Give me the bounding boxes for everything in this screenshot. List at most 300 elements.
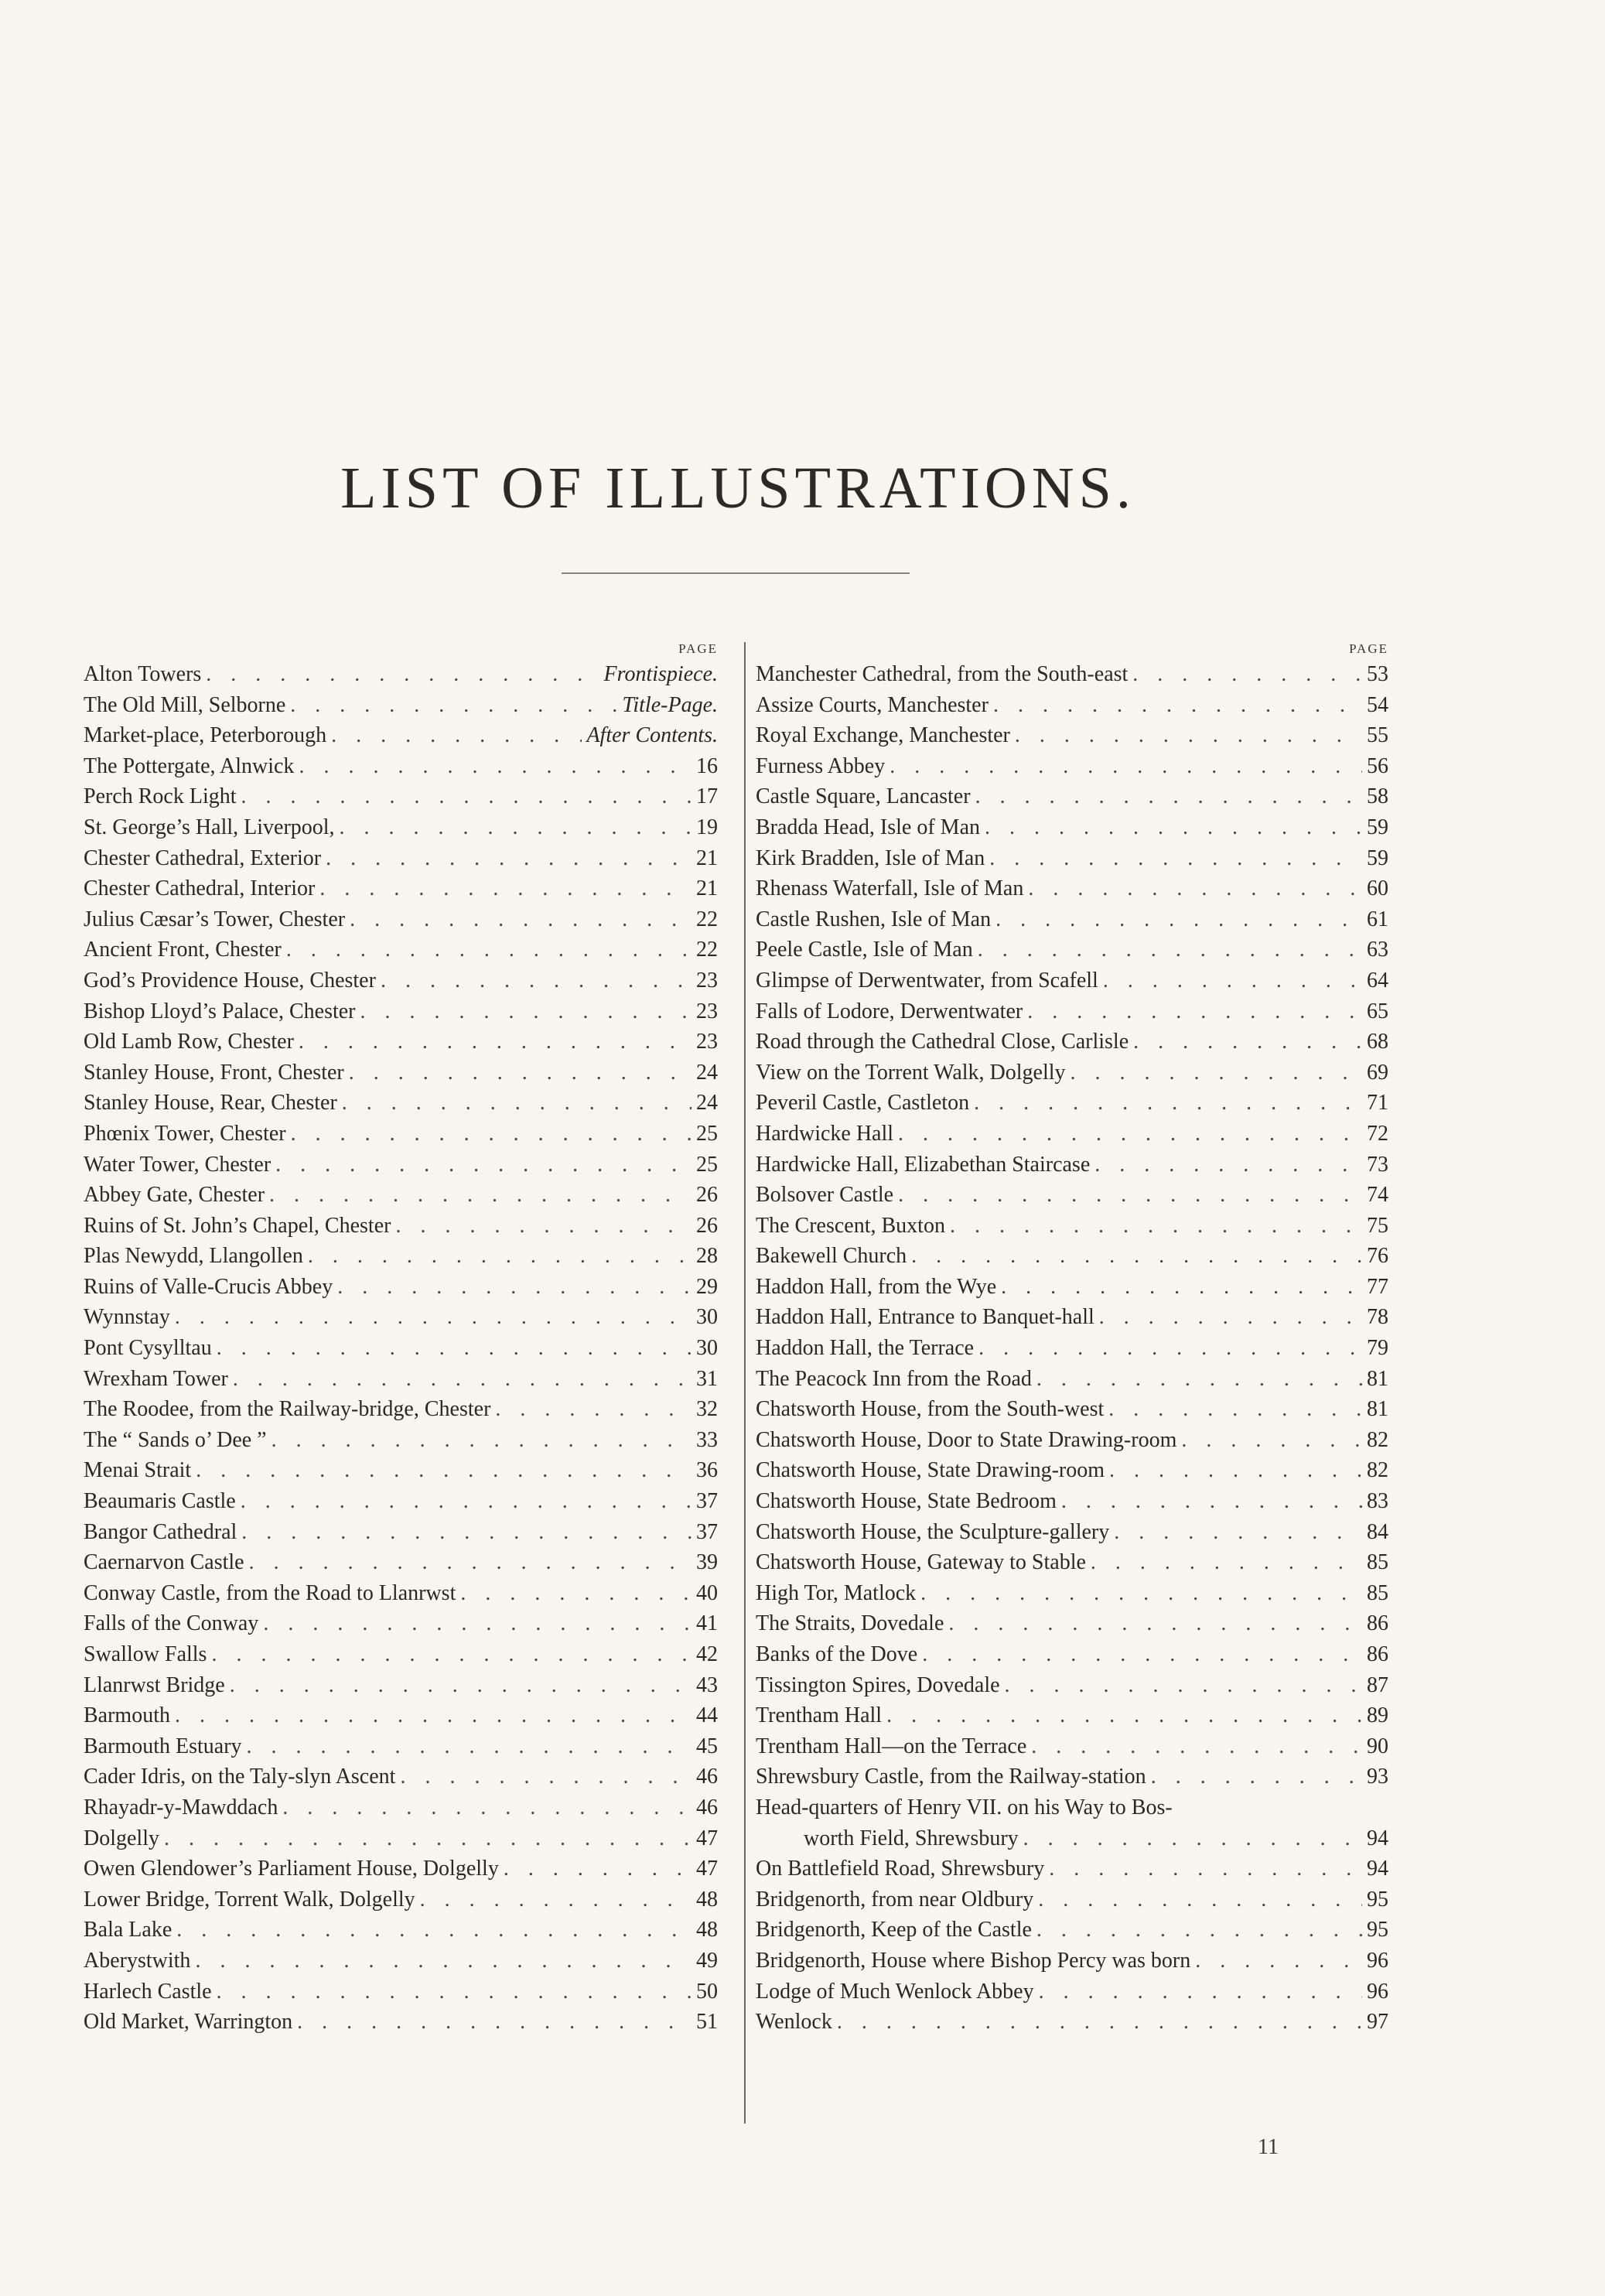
entry-title: Wrexham Tower <box>84 1366 228 1391</box>
entry-page: 87 <box>1367 1672 1388 1697</box>
entry-page: 82 <box>1367 1458 1388 1483</box>
list-item <box>756 1150 1388 1180</box>
list-item <box>84 965 718 996</box>
entry-title: Owen Glendower’s Parliament House, Dolgelly <box>84 1857 499 1881</box>
dot-leader <box>1031 1731 1362 1762</box>
dot-leader <box>1103 965 1362 996</box>
right-column <box>756 639 1388 2038</box>
entry-title: Tissington Spires, Dovedale <box>756 1672 1000 1697</box>
entry-title: Swallow Falls <box>84 1642 207 1666</box>
list-item <box>84 1027 718 1057</box>
list-item <box>84 1180 718 1211</box>
list-item <box>756 1057 1388 1088</box>
list-item <box>84 1915 718 1946</box>
entry-page: 65 <box>1367 999 1388 1023</box>
list-item <box>84 751 718 782</box>
entry-page: 58 <box>1367 784 1388 809</box>
entry-title: Bridgenorth, House where Bishop Percy was born <box>756 1948 1191 1973</box>
dot-leader <box>1036 1915 1362 1946</box>
list-item <box>756 1425 1388 1456</box>
dot-leader <box>978 1333 1362 1364</box>
dot-leader <box>249 1547 692 1578</box>
entry-page: 94 <box>1367 1826 1388 1850</box>
dot-leader <box>233 1364 692 1395</box>
entry-page: 71 <box>1367 1091 1388 1116</box>
dot-leader <box>898 1119 1362 1150</box>
dot-leader <box>1151 1761 1362 1792</box>
list-item <box>756 690 1388 721</box>
entry-page: 47 <box>696 1826 718 1850</box>
entry-page: 64 <box>1367 968 1388 993</box>
entry-page: 29 <box>696 1274 718 1299</box>
entry-title: Chatsworth House, Gateway to Stable <box>756 1550 1086 1575</box>
list-item <box>84 904 718 935</box>
entry-title: Chatsworth House, State Bedroom <box>756 1489 1057 1514</box>
entry-page: 37 <box>696 1519 718 1544</box>
entry-page: 21 <box>696 876 718 901</box>
entry-title: The Old Mill, Selborne <box>84 692 286 717</box>
dot-leader <box>297 2007 692 2038</box>
entry-page: 50 <box>696 1979 718 2004</box>
entry-title: Beaumaris Castle <box>84 1489 236 1514</box>
dot-leader <box>993 690 1362 721</box>
entry-title: Aberystwith <box>84 1948 191 1973</box>
entry-title: Pont Cysylltau <box>84 1336 212 1361</box>
dot-leader <box>420 1884 692 1915</box>
entry-page: 69 <box>1367 1060 1388 1085</box>
dot-leader <box>1133 1027 1362 1057</box>
entry-page: 23 <box>696 968 718 993</box>
list-item <box>84 843 718 874</box>
entry-title: Assize Courts, Manchester <box>756 692 989 717</box>
entry-page: 36 <box>696 1458 718 1483</box>
dot-leader <box>1015 720 1362 751</box>
dot-leader <box>164 1823 692 1854</box>
entry-title: Chatsworth House, the Sculpture-gallery <box>756 1519 1110 1544</box>
entry-title: Ruins of St. John’s Chapel, Chester <box>84 1213 391 1238</box>
entry-title: Old Market, Warrington <box>84 2010 293 2035</box>
entry-title: Road through the Cathedral Close, Carlisle <box>756 1030 1129 1054</box>
illustration-list-left <box>84 659 718 2038</box>
entry-title: Bangor Cathedral <box>84 1519 237 1544</box>
entry-page: 60 <box>1367 876 1388 901</box>
dot-leader <box>898 1180 1362 1211</box>
entry-title: Bishop Lloyd’s Palace, Chester <box>84 999 356 1023</box>
list-item <box>756 1211 1388 1242</box>
entry-page: 93 <box>1367 1765 1388 1789</box>
list-item <box>756 996 1388 1027</box>
entry-page: 82 <box>1367 1427 1388 1452</box>
entry-page: 96 <box>1367 1979 1388 2004</box>
list-item <box>756 1608 1388 1639</box>
entry-title: Peveril Castle, Castleton <box>756 1091 970 1116</box>
entry-title: The Peacock Inn from the Road <box>756 1366 1032 1391</box>
list-item <box>84 1333 718 1364</box>
dot-leader <box>395 1211 692 1242</box>
dot-leader <box>837 2007 1362 2038</box>
entry-page: 30 <box>696 1305 718 1330</box>
dot-leader <box>1108 1394 1362 1425</box>
entry-title: Castle Rushen, Isle of Man <box>756 907 992 931</box>
entry-page: 48 <box>696 1887 718 1912</box>
dot-leader <box>271 1425 692 1456</box>
title-rule <box>562 572 910 574</box>
list-item <box>84 1823 718 1854</box>
dot-leader <box>326 843 692 874</box>
dot-leader <box>282 1792 692 1823</box>
dot-leader <box>1038 1884 1362 1915</box>
dot-leader <box>308 1241 692 1272</box>
entry-title: Hardwicke Hall <box>756 1121 894 1146</box>
dot-leader <box>247 1731 692 1762</box>
list-item <box>756 1394 1388 1425</box>
entry-title: Hardwicke Hall, Elizabethan Staircase <box>756 1152 1091 1177</box>
entry-page: 74 <box>1367 1183 1388 1208</box>
entry-page: 22 <box>696 907 718 931</box>
dot-leader <box>978 934 1362 965</box>
list-item <box>756 1302 1388 1333</box>
entry-page: 79 <box>1367 1336 1388 1361</box>
list-item <box>756 1792 1388 1854</box>
list-item <box>84 1547 718 1578</box>
entry-title: On Battlefield Road, Shrewsbury <box>756 1857 1045 1881</box>
entry-page: 26 <box>696 1213 718 1238</box>
entry-page: 19 <box>696 815 718 839</box>
list-item <box>84 720 718 751</box>
dot-leader <box>217 1333 692 1364</box>
dot-leader <box>241 1486 692 1517</box>
list-item <box>756 1517 1388 1548</box>
entry-page: 94 <box>1367 1857 1388 1881</box>
list-item <box>756 1915 1388 1946</box>
entry-page: 86 <box>1367 1611 1388 1636</box>
entry-page: 68 <box>1367 1030 1388 1054</box>
dot-leader <box>1181 1425 1362 1456</box>
entry-title: Julius Cæsar’s Tower, Chester <box>84 907 346 931</box>
entry-title: Phœnix Tower, Chester <box>84 1121 286 1146</box>
list-item <box>84 1425 718 1456</box>
list-item <box>84 1150 718 1180</box>
entry-page: 51 <box>696 2010 718 2035</box>
list-item <box>84 2007 718 2038</box>
dot-leader <box>196 1455 692 1486</box>
entry-title: Alton Towers <box>84 662 202 686</box>
entry-title: Furness Abbey <box>756 753 886 778</box>
list-item <box>84 1578 718 1609</box>
dot-leader <box>495 1394 692 1425</box>
entry-title: Shrewsbury Castle, from the Railway-station <box>756 1765 1146 1789</box>
entry-page: 31 <box>696 1366 718 1391</box>
list-item <box>756 843 1388 874</box>
entry-page: 78 <box>1367 1305 1388 1330</box>
entry-title: Conway Castle, from the Road to Llanrwst <box>84 1580 456 1605</box>
entry-title: Bakewell Church <box>756 1244 907 1269</box>
dot-leader <box>1132 659 1362 690</box>
list-item <box>84 1670 718 1701</box>
entry-page: 26 <box>696 1183 718 1208</box>
list-item <box>756 1455 1388 1486</box>
list-item <box>84 1088 718 1119</box>
dot-leader <box>890 751 1362 782</box>
dot-leader <box>269 1180 692 1211</box>
entry-title: Falls of Lodore, Derwentwater <box>756 999 1023 1023</box>
list-item <box>84 1854 718 1884</box>
entry-page: 21 <box>696 846 718 870</box>
dot-leader <box>989 843 1362 874</box>
entry-title: Barmouth <box>84 1703 170 1728</box>
entry-page: 16 <box>696 753 718 778</box>
dot-leader <box>1099 1302 1362 1333</box>
illustration-list-right <box>756 659 1388 2038</box>
entry-title: Trentham Hall—on the Terrace <box>756 1734 1027 1758</box>
dot-leader <box>319 873 692 904</box>
dot-leader <box>175 1302 692 1333</box>
list-item <box>756 812 1388 843</box>
entry-page: 39 <box>696 1550 718 1575</box>
left-column <box>84 639 718 2038</box>
list-item <box>756 1180 1388 1211</box>
dot-leader <box>331 720 582 751</box>
dot-leader <box>1195 1946 1362 1977</box>
entry-title: Royal Exchange, Manchester <box>756 723 1010 748</box>
entry-page: 96 <box>1367 1948 1388 1973</box>
list-item <box>756 873 1388 904</box>
dot-leader <box>1028 873 1362 904</box>
entry-page: 72 <box>1367 1121 1388 1146</box>
entry-title: The Straits, Dovedale <box>756 1611 944 1636</box>
entry-page: 89 <box>1367 1703 1388 1728</box>
list-item <box>756 1272 1388 1303</box>
list-item <box>756 1639 1388 1670</box>
dot-leader <box>350 904 692 935</box>
list-item <box>756 720 1388 751</box>
dot-leader <box>975 781 1362 812</box>
page-number: 11 <box>1258 2135 1279 2159</box>
dot-leader <box>1094 1150 1362 1180</box>
entry-page: Frontispiece. <box>603 662 718 686</box>
list-item <box>84 690 718 721</box>
entry-title: The Crescent, Buxton <box>756 1213 945 1238</box>
entry-page: 25 <box>696 1152 718 1177</box>
entry-title: Ruins of Valle-Crucis Abbey <box>84 1274 333 1299</box>
entry-title: Perch Rock Light <box>84 784 237 809</box>
entry-title: Dolgelly <box>84 1826 159 1850</box>
entry-page: 97 <box>1367 2010 1388 2035</box>
entry-page: 61 <box>1367 907 1388 931</box>
list-item <box>84 1394 718 1425</box>
entry-title: Rhenass Waterfall, Isle of Man <box>756 876 1024 901</box>
entry-page: 43 <box>696 1672 718 1697</box>
list-item <box>84 1731 718 1762</box>
list-item <box>84 1119 718 1150</box>
dot-leader <box>349 1057 692 1088</box>
entry-page: 46 <box>696 1795 718 1819</box>
entry-page: 40 <box>696 1580 718 1605</box>
entry-page: 59 <box>1367 815 1388 839</box>
dot-leader <box>1023 1823 1362 1854</box>
entry-page: 28 <box>696 1244 718 1269</box>
dot-leader <box>299 751 692 782</box>
entry-page: 24 <box>696 1060 718 1085</box>
entry-title: Head-quarters of Henry VII. on his Way to Bos- <box>756 1795 1173 1819</box>
dot-leader <box>1005 1670 1362 1701</box>
dot-leader <box>460 1578 692 1609</box>
entry-title: The Pottergate, Alnwick <box>84 753 295 778</box>
entry-page: 83 <box>1367 1489 1388 1514</box>
list-item <box>756 1578 1388 1609</box>
entry-title: Old Lamb Row, Chester <box>84 1030 294 1054</box>
list-item <box>756 1547 1388 1578</box>
entry-title: Haddon Hall, Entrance to Banquet-hall <box>756 1305 1094 1330</box>
entry-title: Bradda Head, Isle of Man <box>756 815 981 839</box>
entry-page: After Contents. <box>586 723 718 748</box>
dot-leader <box>290 690 617 721</box>
entry-page: 73 <box>1367 1152 1388 1177</box>
list-item <box>84 1057 718 1088</box>
entry-page: 53 <box>1367 662 1388 686</box>
list-item <box>84 1977 718 2007</box>
dot-leader <box>1049 1854 1362 1884</box>
entry-title-continued: worth Field, Shrewsbury <box>804 1826 1019 1850</box>
entry-page: 95 <box>1367 1918 1388 1942</box>
dot-leader <box>400 1761 692 1792</box>
dot-leader <box>985 812 1362 843</box>
entry-title: Plas Newydd, Llangollen <box>84 1244 303 1269</box>
entry-page: 32 <box>696 1397 718 1422</box>
entry-page: 41 <box>696 1611 718 1636</box>
entry-title: Ancient Front, Chester <box>84 938 282 962</box>
dot-leader <box>241 1517 692 1548</box>
entry-title: Bala Lake <box>84 1918 172 1942</box>
entry-title: Caernarvon Castle <box>84 1550 244 1575</box>
dot-leader <box>1027 996 1362 1027</box>
entry-title: Rhayadr-y-Mawddach <box>84 1795 278 1819</box>
entry-title: Manchester Cathedral, from the South-east <box>756 662 1129 686</box>
entry-title: Castle Square, Lancaster <box>756 784 971 809</box>
list-item <box>84 1792 718 1823</box>
entry-page: 42 <box>696 1642 718 1666</box>
entry-page: 44 <box>696 1703 718 1728</box>
column-divider <box>744 642 746 2123</box>
dot-leader <box>195 1946 692 1977</box>
list-item <box>84 1241 718 1272</box>
dot-leader <box>1036 1364 1362 1395</box>
entry-title: Water Tower, Chester <box>84 1152 271 1177</box>
entry-page: 23 <box>696 1030 718 1054</box>
entry-title: Harlech Castle <box>84 1979 212 2004</box>
list-item <box>84 1364 718 1395</box>
entry-page: 77 <box>1367 1274 1388 1299</box>
list-item <box>756 781 1388 812</box>
dot-leader <box>1001 1272 1362 1303</box>
entry-page: 85 <box>1367 1580 1388 1605</box>
entry-title: Wenlock <box>756 2010 832 2035</box>
list-item <box>84 1761 718 1792</box>
entry-title: Lower Bridge, Torrent Walk, Dolgelly <box>84 1887 415 1912</box>
dot-leader <box>342 1088 692 1119</box>
entry-page: 25 <box>696 1121 718 1146</box>
list-item <box>756 1670 1388 1701</box>
entry-page: Title-Page. <box>622 692 718 717</box>
list-item <box>756 2007 1388 2038</box>
dot-leader <box>995 904 1362 935</box>
entry-title: St. George’s Hall, Liverpool, <box>84 815 335 839</box>
entry-page: 81 <box>1367 1397 1388 1422</box>
list-item <box>84 1486 718 1517</box>
entry-title: Trentham Hall <box>756 1703 883 1728</box>
entry-page: 23 <box>696 999 718 1023</box>
dot-leader <box>337 1272 692 1303</box>
entry-title: God’s Providence House, Chester <box>84 968 376 993</box>
entry-title: Llanrwst Bridge <box>84 1672 225 1697</box>
list-item <box>84 1700 718 1731</box>
entry-title: Barmouth Estuary <box>84 1734 242 1758</box>
entry-title: Lodge of Much Wenlock Abbey <box>756 1979 1034 2004</box>
entry-page: 22 <box>696 938 718 962</box>
page-column-heading: PAGE <box>1349 641 1388 656</box>
entry-title: Cader Idris, on the Taly-slyn Ascent <box>84 1765 396 1789</box>
dot-leader <box>175 1700 692 1731</box>
dot-leader <box>886 1700 1362 1731</box>
entry-page: 37 <box>696 1489 718 1514</box>
dot-leader <box>299 1027 692 1057</box>
entry-page: 55 <box>1367 723 1388 748</box>
page-title: LIST OF ILLUSTRATIONS. <box>340 456 1135 521</box>
dot-leader <box>1039 1977 1362 2007</box>
entry-title: Kirk Bradden, Isle of Man <box>756 846 985 870</box>
list-item <box>756 904 1388 935</box>
entry-title: Haddon Hall, from the Wye <box>756 1274 997 1299</box>
list-item <box>84 812 718 843</box>
entry-page: 54 <box>1367 692 1388 717</box>
page-column-heading: PAGE <box>678 641 718 656</box>
list-item <box>84 1517 718 1548</box>
entry-title: Abbey Gate, Chester <box>84 1183 265 1208</box>
entry-title: High Tor, Matlock <box>756 1580 917 1605</box>
entry-page: 59 <box>1367 846 1388 870</box>
dot-leader <box>1109 1455 1362 1486</box>
list-item <box>756 1884 1388 1915</box>
entry-title: Menai Strait <box>84 1458 192 1483</box>
entry-title: Banks of the Dove <box>756 1642 918 1666</box>
list-item <box>84 1455 718 1486</box>
dot-leader <box>1071 1057 1362 1088</box>
entry-title: The Roodee, from the Railway-bridge, Chester <box>84 1397 491 1422</box>
list-item <box>756 1946 1388 1977</box>
entry-title: Chester Cathedral, Exterior <box>84 846 322 870</box>
entry-page: 81 <box>1367 1366 1388 1391</box>
list-item <box>756 1241 1388 1272</box>
entry-title: Bridgenorth, Keep of the Castle <box>756 1918 1032 1942</box>
list-item <box>756 751 1388 782</box>
entry-title: Glimpse of Derwentwater, from Scafell <box>756 968 1098 993</box>
list-item <box>756 1486 1388 1517</box>
dot-leader <box>217 1977 692 2007</box>
dot-leader <box>275 1150 692 1180</box>
list-item <box>84 873 718 904</box>
entry-title: Stanley House, Rear, Chester <box>84 1091 337 1116</box>
dot-leader <box>911 1241 1362 1272</box>
list-item <box>756 1854 1388 1884</box>
dot-leader <box>206 659 599 690</box>
dot-leader <box>1061 1486 1362 1517</box>
entry-page: 45 <box>696 1734 718 1758</box>
list-item <box>756 934 1388 965</box>
list-item <box>756 1700 1388 1731</box>
entry-title: Peele Castle, Isle of Man <box>756 938 973 962</box>
list-item <box>84 1884 718 1915</box>
list-item <box>756 1088 1388 1119</box>
